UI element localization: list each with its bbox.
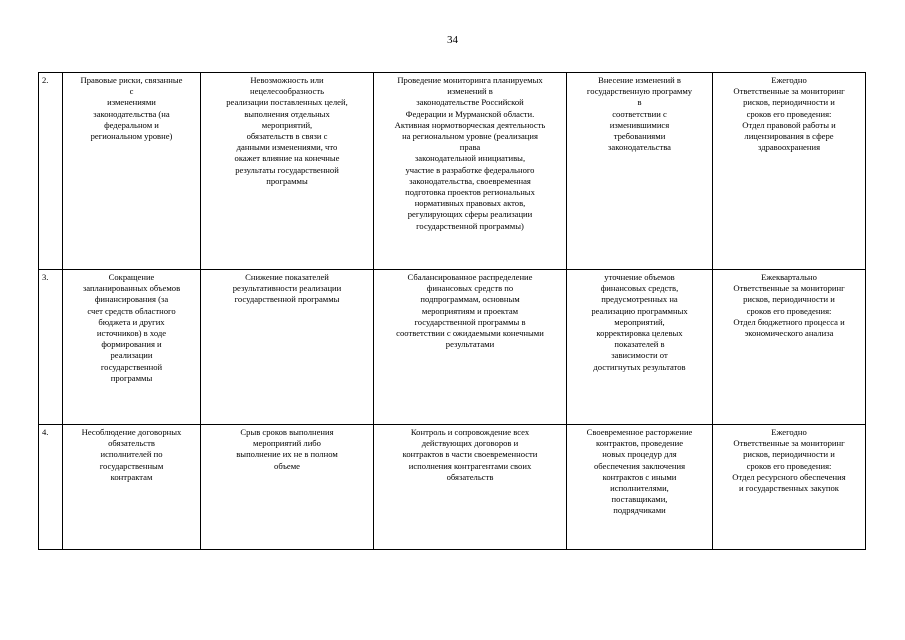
cell-text-line: мероприятиям и проектам bbox=[421, 305, 519, 316]
cell-text-line: сроков его проведения: bbox=[746, 108, 832, 119]
cell-text-line: подрядчиками bbox=[613, 505, 666, 516]
table-row bbox=[39, 73, 866, 270]
cell-text-line: финансирования (за bbox=[94, 294, 169, 305]
monitoring-cell bbox=[713, 270, 866, 425]
cell-text-line: обеспечения заключения bbox=[593, 460, 686, 471]
cell-text-line: на региональном уровне (реализация bbox=[402, 131, 538, 142]
measures-cell bbox=[374, 270, 567, 425]
cell-text-line: законодательной инициативы, bbox=[414, 153, 526, 164]
monitoring-cell bbox=[713, 73, 866, 270]
cell-text-line: обязательств bbox=[446, 471, 494, 482]
row-number: 3. bbox=[39, 270, 63, 425]
cell-text-line: окажет влияние на конечные bbox=[234, 153, 340, 164]
cell-text-line: Отдел ресурсного обеспечения bbox=[732, 471, 846, 482]
cell-text-line: соответствии с ожидаемыми конечными bbox=[396, 328, 544, 339]
cell-text-line: законодательства, своевременная bbox=[409, 175, 531, 186]
cell-text-line: Проведение мониторинга планируемых bbox=[397, 75, 543, 85]
cell-text-line: источников) в ходе bbox=[96, 328, 167, 339]
cell-text-line: Контроль и сопровождение всех bbox=[410, 427, 530, 437]
cell-text-line: программы bbox=[110, 372, 153, 383]
cell-text-line: подготовка проектов региональных bbox=[405, 187, 535, 198]
cell-text-line: государственной bbox=[100, 361, 163, 372]
cell-text-line: государственной программы в bbox=[414, 316, 526, 327]
cell-text-line: рисков, периодичности и bbox=[743, 294, 835, 305]
risk-cell bbox=[63, 270, 201, 425]
cell-text-line: новых процедур для bbox=[602, 449, 677, 460]
consequences-cell bbox=[201, 270, 374, 425]
measures-cell bbox=[374, 425, 567, 550]
cell-text-line: уточнение объемов bbox=[604, 272, 675, 282]
cell-text-line: Отдел правовой работы и bbox=[742, 119, 836, 130]
table-row bbox=[39, 270, 866, 425]
cell-text-line: мероприятий, bbox=[614, 316, 665, 327]
cell-text-line: результатами bbox=[445, 339, 495, 350]
cell-text-line: реализации bbox=[110, 350, 153, 361]
cell-text-line: экономического анализа bbox=[744, 328, 834, 339]
cell-text-line: и государственных закупок bbox=[739, 483, 839, 494]
actions-cell bbox=[567, 270, 713, 425]
cell-text-line: результаты государственной bbox=[235, 164, 339, 175]
cell-text-line: изменений в bbox=[447, 86, 493, 97]
cell-text-line: достигнутых результатов bbox=[593, 361, 686, 372]
cell-text-line: государственной программы bbox=[234, 294, 340, 305]
cell-text-line: законодательстве Российской bbox=[416, 97, 524, 108]
cell-text-line: Внесение изменений в bbox=[598, 75, 681, 85]
cell-text-line: регулирующих сферы реализации bbox=[407, 209, 533, 220]
cell-text-line: выполнения отдельных bbox=[244, 108, 330, 119]
cell-text-line: контрактов, проведение bbox=[595, 438, 684, 449]
cell-text-line: Ежегодно bbox=[771, 75, 807, 85]
cell-text-line: Федерации и Мурманской области. bbox=[405, 108, 535, 119]
cell-text-line: мероприятий либо bbox=[253, 438, 321, 449]
cell-text-line: государственную программу bbox=[586, 86, 693, 97]
cell-text-line: счет средств областного bbox=[87, 305, 176, 316]
row-number: 2. bbox=[39, 73, 63, 270]
cell-text-line: предусмотренных на bbox=[601, 294, 678, 305]
cell-text-line: реализацию программных bbox=[591, 305, 688, 316]
consequences-cell bbox=[201, 425, 374, 550]
cell-text-line: Ответственные за мониторинг bbox=[733, 438, 845, 449]
cell-text-line: государственной программы) bbox=[416, 220, 524, 231]
cell-text-line: государственным bbox=[99, 460, 164, 471]
cell-text-line: подпрограммам, основным bbox=[420, 294, 520, 305]
cell-text-line: Правовые риски, связанные bbox=[80, 75, 183, 85]
cell-text-line: поставщиками, bbox=[611, 494, 668, 505]
cell-text-line: Ежегодно bbox=[771, 427, 807, 437]
cell-text-line: нормативных правовых актов, bbox=[414, 198, 526, 209]
cell-text-line: результативности реализации bbox=[232, 283, 342, 294]
cell-text-line: финансовых средств по bbox=[426, 283, 514, 294]
consequences-cell bbox=[201, 73, 374, 270]
cell-text-line: с bbox=[129, 86, 134, 97]
cell-text-line: контрактам bbox=[110, 471, 153, 482]
row-number: 4. bbox=[39, 425, 63, 550]
cell-text-line: федеральном и bbox=[104, 119, 159, 130]
cell-text-line: Несоблюдение договорных bbox=[81, 427, 182, 437]
cell-text-line: обязательств в связи с bbox=[246, 131, 328, 142]
cell-text-line: запланированных объемов bbox=[82, 283, 181, 294]
cell-text-line: контрактов в части своевременности bbox=[402, 449, 538, 460]
cell-text-line: Ответственные за мониторинг bbox=[733, 86, 845, 97]
cell-text-line: обязательств bbox=[108, 438, 155, 449]
cell-text-line: корректировка целевых bbox=[596, 328, 683, 339]
cell-text-line: Активная нормотворческая деятельность bbox=[394, 119, 546, 130]
cell-text-line: финансовых средств, bbox=[600, 283, 679, 294]
cell-text-line: реализации поставленных целей, bbox=[226, 97, 348, 108]
cell-text-line: Ответственные за мониторинг bbox=[733, 283, 845, 294]
cell-text-line: сроков его проведения: bbox=[746, 460, 832, 471]
table-row bbox=[39, 425, 866, 550]
cell-text-line: нецелесообразность bbox=[249, 86, 325, 97]
actions-cell bbox=[567, 425, 713, 550]
cell-text-line: требованиями bbox=[613, 131, 666, 142]
cell-text-line: законодательства bbox=[608, 142, 671, 153]
cell-text-line: действующих договоров и bbox=[421, 438, 519, 449]
cell-text-line: изменившимися bbox=[609, 119, 670, 130]
cell-text-line: Отдел бюджетного процесса и bbox=[733, 316, 845, 327]
cell-text-line: Срыв сроков выполнения bbox=[240, 427, 334, 437]
cell-text-line: данными изменениями, что bbox=[236, 142, 338, 153]
actions-cell bbox=[567, 73, 713, 270]
cell-text-line: лицензирования в сфере bbox=[744, 131, 834, 142]
cell-text-line: сроков его проведения: bbox=[746, 305, 832, 316]
cell-text-line: соответствии с bbox=[612, 108, 667, 119]
cell-text-line: исполнения контрагентами своих bbox=[408, 460, 532, 471]
cell-text-line: Своевременное расторжение bbox=[586, 427, 693, 437]
cell-text-line: выполнение их не в полном bbox=[236, 449, 338, 460]
cell-text-line: участие в разработке федерального bbox=[405, 164, 535, 175]
monitoring-cell bbox=[713, 425, 866, 550]
cell-text-line: Сокращение bbox=[108, 272, 155, 282]
cell-text-line: зависимости от bbox=[611, 350, 668, 361]
cell-text-line: программы bbox=[266, 175, 308, 186]
cell-text-line: здравоохранения bbox=[757, 142, 821, 153]
cell-text-line: Ежеквартально bbox=[761, 272, 817, 282]
cell-text-line: исполнителей по bbox=[100, 449, 163, 460]
risk-cell bbox=[63, 425, 201, 550]
page-number: 34 bbox=[447, 34, 458, 46]
cell-text-line: в bbox=[637, 97, 642, 108]
cell-text-line: контрактов с иными bbox=[602, 471, 677, 482]
cell-text-line: законодательства (на bbox=[93, 108, 170, 119]
cell-text-line: бюджета и других bbox=[98, 316, 165, 327]
cell-text-line: права bbox=[459, 142, 481, 153]
cell-text-line: изменениями bbox=[107, 97, 156, 108]
cell-text-line: мероприятий, bbox=[261, 119, 313, 130]
cell-text-line: рисков, периодичности и bbox=[743, 449, 835, 460]
cell-text-line: Невозможность или bbox=[250, 75, 324, 85]
cell-text-line: объеме bbox=[274, 460, 300, 471]
cell-text-line: формирования и bbox=[101, 339, 162, 350]
measures-cell bbox=[374, 73, 567, 270]
cell-text-line: исполнителями, bbox=[610, 483, 669, 494]
cell-text-line: Снижение показателей bbox=[245, 272, 329, 282]
cell-text-line: рисков, периодичности и bbox=[743, 97, 835, 108]
cell-text-line: показателей в bbox=[614, 339, 665, 350]
risk-cell bbox=[63, 73, 201, 270]
risk-table bbox=[38, 72, 866, 550]
cell-text-line: региональном уровне) bbox=[90, 131, 173, 142]
cell-text-line: Сбалансированное распределение bbox=[407, 272, 533, 282]
